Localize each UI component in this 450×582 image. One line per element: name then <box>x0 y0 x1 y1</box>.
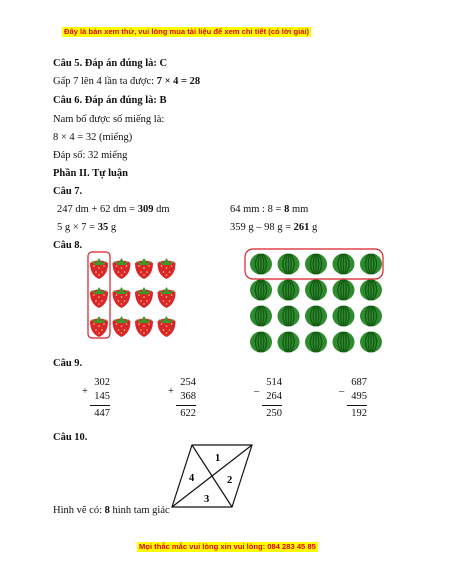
q6-line2: 8 × 4 = 32 (miếng) <box>53 132 133 143</box>
q6-heading: Câu 6. Đáp án đúng là: B <box>53 95 167 106</box>
triangle-label-2: 2 <box>227 475 233 486</box>
q7-eq4-answer: 261 <box>293 222 310 233</box>
q10-answer-suffix: hình tam giác <box>109 505 170 516</box>
q10-answer <box>53 505 170 517</box>
q6-line1: Nam bố được số miếng là: <box>53 114 165 125</box>
q9-problem-2-top: 254 <box>180 377 196 388</box>
q9-problem-2-result: 622 <box>180 408 196 419</box>
strawberry-icon <box>158 316 176 337</box>
q5-line-answer: 7 × 4 = 28 <box>156 76 201 87</box>
q9-problem-3-rule <box>262 405 282 406</box>
q10-answer-number: 8 <box>104 505 110 516</box>
q7-eq3-answer: 35 <box>97 222 109 233</box>
q7-eq2-answer: 8 <box>284 204 290 215</box>
diagonal-2 <box>172 445 252 507</box>
q9-problem-4-sign: – <box>339 386 345 397</box>
q5-heading: Câu 5. Đáp án đúng là: C <box>53 58 168 69</box>
q9-problem-4 <box>339 376 367 421</box>
q9-problem-2 <box>168 376 196 421</box>
strawberry-icon <box>158 287 176 308</box>
q9-problem-1-top: 302 <box>94 377 110 388</box>
watermelon-icon <box>360 280 382 301</box>
strawberry-icon <box>90 287 108 308</box>
q7-eq1-answer: 309 <box>137 204 154 215</box>
watermelon-icon <box>250 306 272 327</box>
q9-problem-2-sign: + <box>168 386 174 397</box>
q9-problem-1-result: 447 <box>94 408 110 419</box>
q9-problem-1 <box>82 376 110 421</box>
strawberry-icon <box>113 316 131 337</box>
watermelon-icon <box>305 254 327 275</box>
q7-eq4-unit: g <box>309 222 318 233</box>
q5-line-prefix: Gấp 7 lên 4 lần ta được: <box>53 76 157 87</box>
q9-problem-4-top: 687 <box>351 377 367 388</box>
strawberry-icon <box>135 316 153 337</box>
watermelon-icon <box>333 254 355 275</box>
strawberry-icon <box>113 258 131 279</box>
watermelon-icon <box>250 280 272 301</box>
q7-eq2 <box>230 204 308 216</box>
watermelon-icon <box>333 280 355 301</box>
q7-eq2-prefix: 64 mm : 8 = <box>230 204 285 215</box>
watermelon-icon <box>360 332 382 353</box>
strawberry-icon <box>90 258 108 279</box>
q7-eq4 <box>230 222 317 234</box>
strawberry-icon <box>135 258 153 279</box>
q7-eq3-prefix: 5 g × 7 = <box>57 222 98 233</box>
q6-line3: Đáp số: 32 miếng <box>53 150 128 161</box>
q9-problem-3-bottom: 264 <box>266 391 282 402</box>
q7-eq4-prefix: 359 g – 98 g = <box>230 222 294 233</box>
watermelon-icon <box>360 306 382 327</box>
watermelon-icon <box>305 280 327 301</box>
watermelon-icon <box>250 332 272 353</box>
watermelon-icon <box>360 254 382 275</box>
watermelon-icon <box>278 332 300 353</box>
q7-eq2-unit: mm <box>289 204 309 215</box>
strawberry-icon <box>158 258 176 279</box>
q9-problem-4-bottom: 495 <box>351 391 367 402</box>
q7-eq3 <box>57 222 116 234</box>
q7-eq1-unit: dm <box>153 204 170 215</box>
q7-eq3-unit: g <box>108 222 117 233</box>
q8-heading: Câu 8. <box>53 240 83 251</box>
triangle-label-4: 4 <box>189 473 195 484</box>
q9-problem-4-result: 192 <box>351 408 367 419</box>
triangle-label-1: 1 <box>215 453 221 464</box>
q9-problem-3 <box>254 376 282 421</box>
q9-problem-1-bottom: 145 <box>94 391 110 402</box>
q9-heading: Câu 9. <box>53 358 83 369</box>
q9-problem-3-sign: – <box>254 386 260 397</box>
triangle-label-3: 3 <box>204 494 210 505</box>
q9-problem-1-rule <box>90 405 110 406</box>
q7-heading: Câu 7. <box>53 186 83 197</box>
part2-heading: Phần II. Tự luận <box>53 168 128 179</box>
q9-problem-2-bottom: 368 <box>180 391 196 402</box>
strawberry-icon <box>113 287 131 308</box>
strawberry-icon <box>135 287 153 308</box>
q9-problem-3-top: 514 <box>266 377 282 388</box>
q10-heading: Câu 10. <box>53 432 88 443</box>
header-banner: Đây là bản xem thử, vui lòng mua tài liệu để xem chi tiết (có lời giải) <box>64 27 310 36</box>
q7-eq1 <box>57 204 169 216</box>
strawberry-grid <box>85 252 185 344</box>
strawberry-icon <box>90 316 108 337</box>
watermelon-icon <box>278 280 300 301</box>
watermelon-icon <box>333 306 355 327</box>
watermelon-grid <box>243 247 393 347</box>
watermelon-icon <box>305 332 327 353</box>
watermelon-icon <box>333 332 355 353</box>
watermelon-icon <box>250 254 272 275</box>
q10-answer-prefix: Hình vẽ có: <box>53 505 105 516</box>
q7-eq1-prefix: 247 dm + 62 dm = <box>57 204 138 215</box>
q5-line <box>53 76 200 88</box>
watermelon-icon <box>278 306 300 327</box>
q9-problem-4-rule <box>347 405 367 406</box>
q9-problem-1-sign: + <box>82 386 88 397</box>
footer-banner: Mọi thắc mắc vui lòng xin vui lòng: 084 283 45 85 <box>139 542 316 551</box>
watermelon-icon <box>305 306 327 327</box>
triangle-figure <box>168 443 258 509</box>
q9-problem-3-result: 250 <box>266 408 282 419</box>
q9-problem-2-rule <box>176 405 196 406</box>
watermelon-icon <box>278 254 300 275</box>
